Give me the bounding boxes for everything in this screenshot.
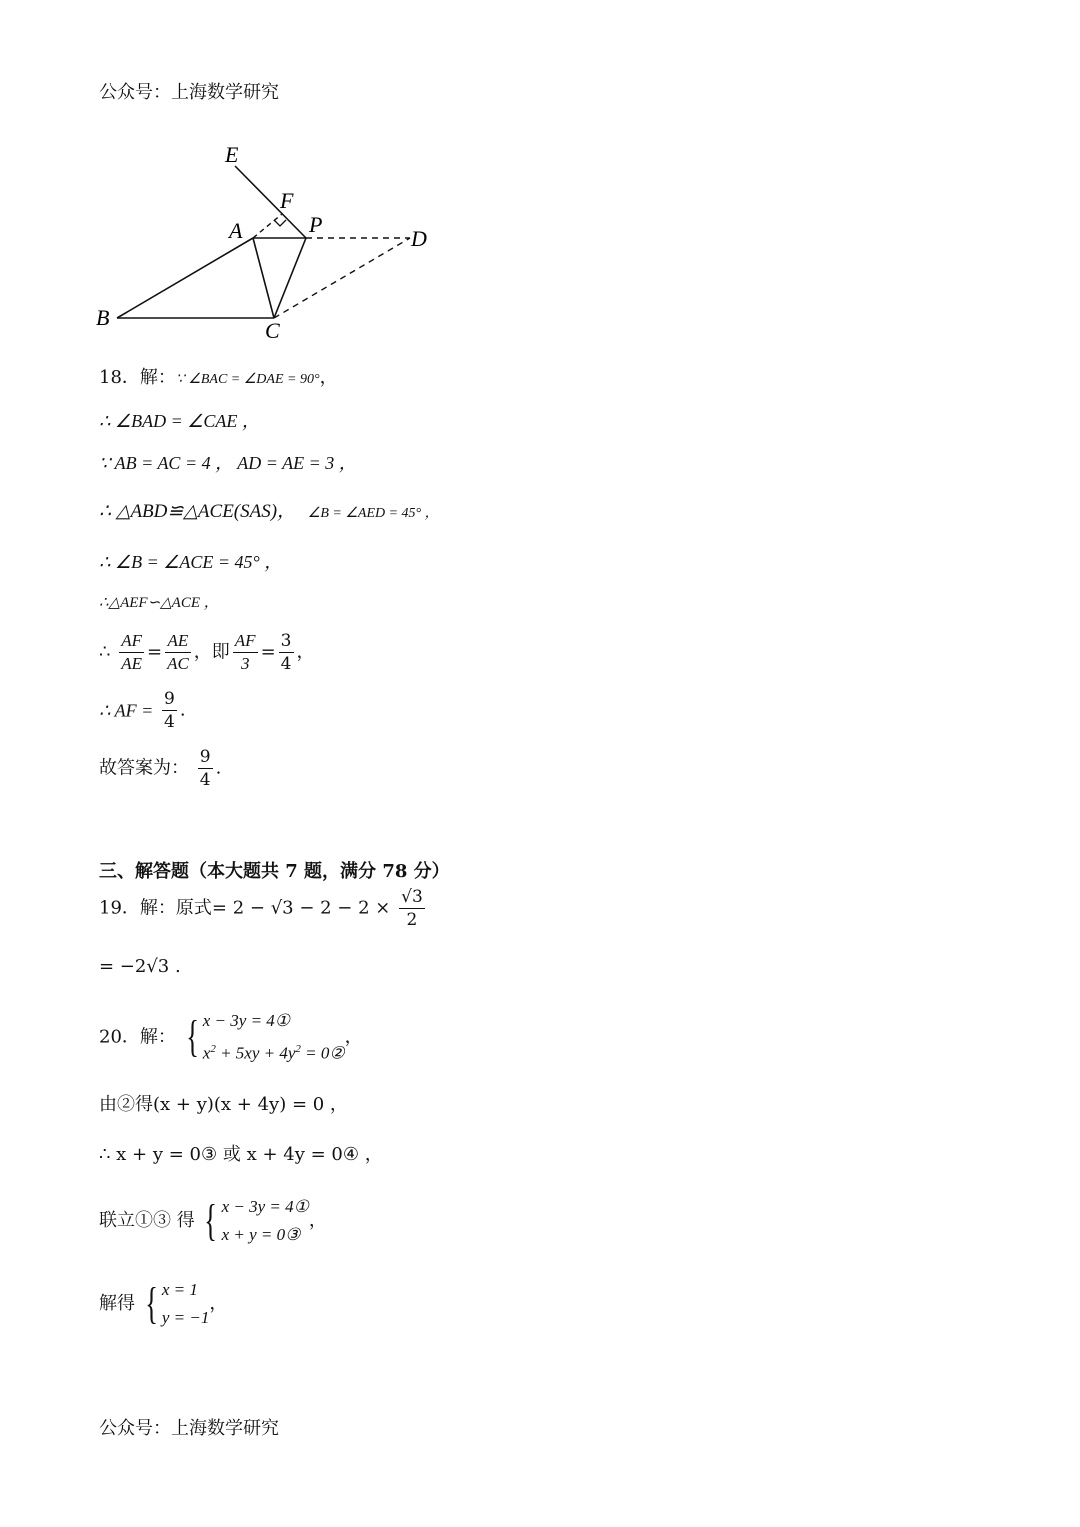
page-footer: 公众号：上海数学研究 [99, 1418, 279, 1439]
fraction: $\frac{AF}{3}$ [234, 631, 256, 673]
q20-line-4: 联立①③ 得 { x − 3y = 4① x + y = 0③ ， [99, 1193, 327, 1249]
segment-AC [253, 238, 274, 318]
fraction: $\frac{3}{4}$ [280, 631, 292, 674]
q18-line-4: ∴ △ABD≌△ACE(SAS)， ∠B = ∠AED = 45° ， [99, 501, 439, 522]
label-B: B [96, 305, 110, 330]
right-angle-mark [274, 220, 286, 226]
label-D: D [411, 226, 427, 251]
q18-line-1: 18．解：∵ ∠BAC = ∠DAE = 90°， [99, 367, 338, 388]
segment-AF-dashed [253, 214, 282, 238]
segment-CD-dashed [274, 238, 410, 318]
fraction: $\frac{√3}{2}$ [401, 887, 423, 930]
q18-line-5: ∴ ∠B = ∠ACE = 45° ， [99, 552, 283, 572]
label-P: P [309, 212, 323, 237]
q18-line-3: ∵ AB = AC = 4 ， AD = AE = 3 ， [99, 453, 357, 473]
segment-CP [274, 238, 306, 318]
geometry-figure [90, 140, 450, 350]
q20-line-1: 20．解： { x − 3y = 4① $x^2 + 5xy + 4y^2$ = 0② ， [99, 1007, 363, 1068]
segment-EP [235, 166, 306, 238]
q20-line-3: ∴ x + y = 0③ 或 x + 4y = 0④ ， [99, 1144, 383, 1165]
fraction: $\frac{9}{4}$ [164, 689, 175, 732]
label-C: C [265, 318, 280, 343]
q18-line-7: ∴ $\frac{AF}{AE}$ = $\frac{AE}{AC}$ ，即 $\frac{AF}{3}$ = $\frac{3}{4}$ ， [99, 631, 315, 674]
q18-answer: 故答案为： $\frac{9}{4}$ . [99, 747, 222, 790]
q18-line-8: ∴ AF = $\frac{9}{4}$ . [99, 689, 186, 732]
q18-label: 18．解： [99, 367, 176, 388]
label-F: F [280, 188, 294, 213]
fraction: $\frac{AF}{AE}$ [121, 631, 142, 673]
segment-BA [117, 238, 253, 318]
section-title: 三、解答题（本大题共 7 题，满分 78 分） [99, 861, 450, 882]
equation-system: { x = 1 y = −1 [144, 1279, 210, 1328]
equation-system: { x − 3y = 4① $x^2 + 5xy + 4y^2$ = 0② [185, 1011, 345, 1063]
q20-line-2: 由②得(x + y)(x + 4y) = 0 ， [99, 1094, 348, 1115]
q20-line-5: 解得 { x = 1 y = −1 ， [99, 1276, 227, 1332]
fraction: $\frac{AE}{AC}$ [167, 631, 189, 673]
q19-line-1: 19．解：原式= 2 − √3 − 2 − 2 × $\frac{√3}{2}$ [99, 887, 423, 930]
fraction: $\frac{9}{4}$ [199, 747, 211, 790]
label-E: E [225, 142, 239, 167]
q18-line-6: ∴△AEF∽△ACE ， [99, 595, 219, 611]
q18-line-2: ∴ ∠BAD = ∠CAE ， [99, 411, 260, 431]
equation-system: { x − 3y = 4① x + y = 0③ [204, 1196, 309, 1245]
label-A: A [229, 218, 243, 243]
page-header: 公众号：上海数学研究 [99, 82, 279, 103]
q19-line-2: = −2√3 . [99, 956, 181, 977]
